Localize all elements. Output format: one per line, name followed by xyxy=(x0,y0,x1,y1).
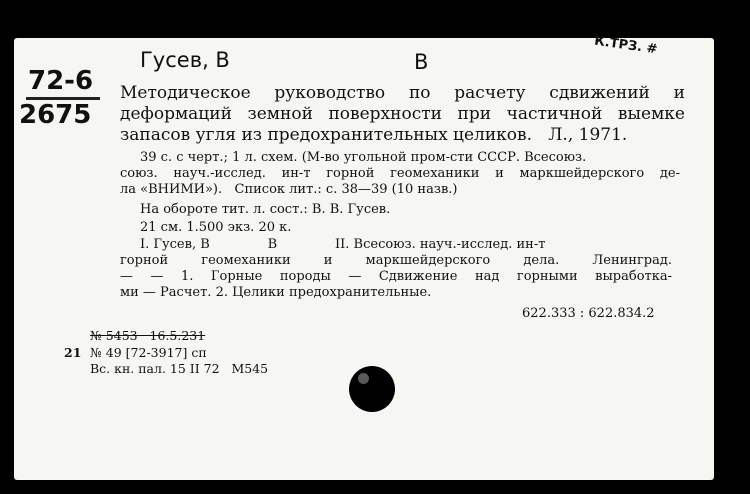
handwritten-author: Гусев, В xyxy=(140,48,230,72)
footer-line-2: № 49 [72-3917] сп xyxy=(90,345,207,360)
added-entry-line-2: горной геомеханики и маркшейдерского дела. Ленинград. xyxy=(120,253,672,268)
verso-note: На обороте тит. л. сост.: В. В. Гусев. xyxy=(140,202,391,217)
description-line-2: союз. науч.-исслед. ин-т горной геомеханики и маркшейдерского де- xyxy=(120,166,680,181)
footer-line-3: Вс. кн. пал. 15 II 72 М545 xyxy=(90,361,269,376)
catalog-card xyxy=(14,33,714,480)
format-line: 21 см. 1.500 экз. 20 к. xyxy=(140,220,292,235)
title-line-1: Методическое руководство по расчету сдвижений и xyxy=(120,83,685,103)
handwritten-initial: В xyxy=(414,50,429,74)
footer-line-1: № 5453 16.5.231 xyxy=(90,328,206,343)
call-number-top: 72-6 xyxy=(28,66,94,96)
added-entry-line-3: — — 1. Горные породы — Сдвижение над горными выработка- xyxy=(120,269,672,284)
title-line-3: запасов угля из предохранительных целиков. Л., 1971. xyxy=(120,125,628,145)
description-line-3: ла «ВНИМИ»). Список лит.: с. 38—39 (10 назв.) xyxy=(120,182,458,197)
classification-number: 622.333 : 622.834.2 xyxy=(522,306,655,321)
punch-hole xyxy=(349,366,395,412)
added-entry-line-1: I. Гусев, В В II. Всесоюз. науч.-исслед. ин-т xyxy=(140,237,546,252)
title-line-2: деформаций земной поверхности при частичной выемке xyxy=(120,104,685,124)
description-line-1: 39 с. с черт.; 1 л. схем. (М-во угольной пром-сти СССР. Всесоюз. xyxy=(140,150,587,165)
corner-note: К.ТРЗ. # xyxy=(593,33,659,58)
added-entry-line-4: ми — Расчет. 2. Целики предохранительные. xyxy=(120,285,432,300)
call-number-bottom: 2675 xyxy=(19,100,92,130)
footer-line-2-prefix: 21 xyxy=(64,345,82,360)
